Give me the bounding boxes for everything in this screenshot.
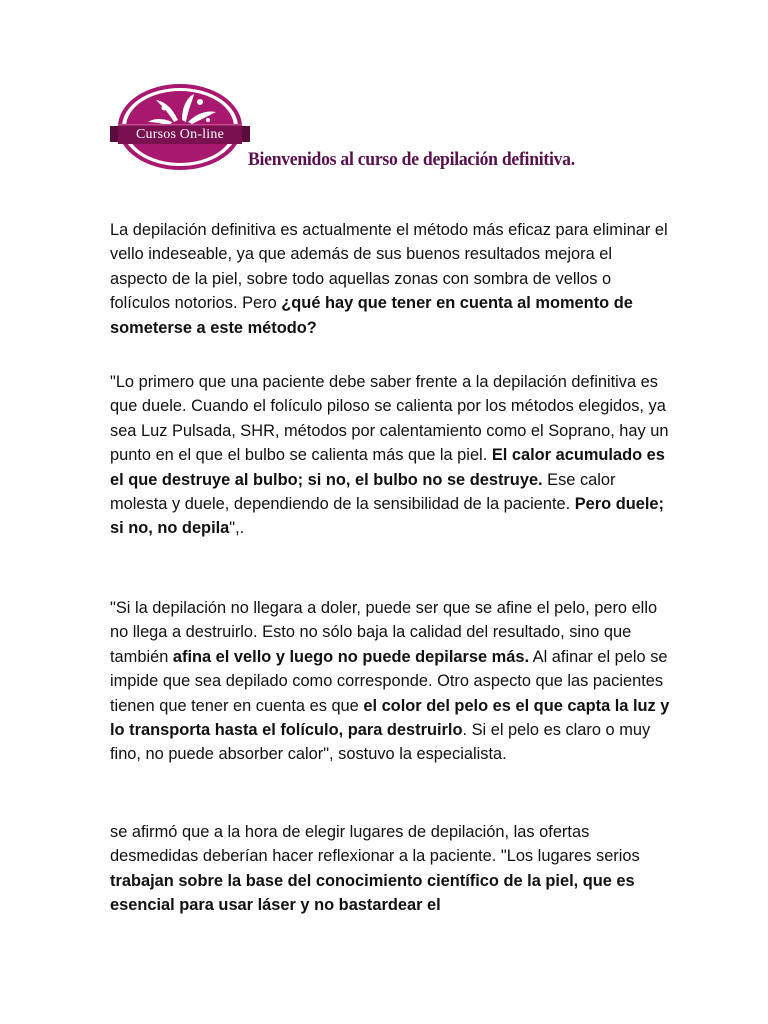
- body-text: Al afinar el pelo se impide que sea depilado como corresponde. Otro aspecto que las pacientes tienen que tener en cuenta es que: [110, 647, 668, 715]
- logo-text: Cursos On-line: [136, 127, 224, 142]
- cursos-online-logo: [108, 84, 252, 170]
- bold-text: Pero duele; si no, no depila: [110, 495, 664, 538]
- body-text: Ese calor molesta y duele, dependiendo de la sensibilidad de la paciente.: [110, 470, 616, 514]
- bold-text: afina el vello y luego no puede depilarse más.: [172, 647, 530, 666]
- bold-text: ¿qué hay que tener en cuenta al momento de someterse a este método?: [110, 294, 633, 337]
- body-text: La depilación definitiva es actualmente el método más eficaz para eliminar el vello indeseable, ya que además de sus buenos resultados mejora el aspecto de la piel, sobre todo aquellas zonas con sombra de vellos o folículos notorios. Pero: [110, 221, 668, 313]
- body-text: . Si el pelo es claro o muy fino, no puede absorber calor", sostuvo la especialista.: [110, 721, 651, 764]
- page-title: Bienvenidos al curso de depilación definitiva.: [248, 149, 575, 170]
- body-text: ",.: [229, 519, 245, 538]
- bold-text: el color del pelo es el que capta la luz y lo transporta hasta el folículo, para destruirlo: [110, 696, 670, 740]
- paragraph-pain: [110, 370, 670, 541]
- body-text: se afirmó que a la hora de elegir lugares de depilación, las ofertas desmedidas deberían hacer reflexionar a la paciente. "Los lugares serios: [110, 823, 640, 866]
- paragraph-offers: [110, 820, 670, 918]
- paragraph-no-pain: [110, 596, 670, 767]
- bold-text: El calor acumulado es el que destruye al bulbo; si no, el bulbo no se destruye.: [110, 446, 665, 489]
- paragraph-intro: [110, 218, 670, 340]
- body-text: "Lo primero que una paciente debe saber frente a la depilación definitiva es que duele. Cuando el folículo piloso se calienta por los métodos elegidos, ya sea Luz Pulsada, SHR, métodos por calentamiento como el Soprano, hay un punto en el que el bulbo se calienta más que la piel.: [110, 373, 669, 465]
- body-text: "Si la depilación no llegara a doler, puede ser que se afine el pelo, pero ello no llega a destruirlo. Esto no sólo baja la calidad del resultado, sino que también: [110, 599, 658, 666]
- bold-text: trabajan sobre la base del conocimiento científico de la piel, que es esencial para usar láser y no bastardear el: [110, 871, 635, 915]
